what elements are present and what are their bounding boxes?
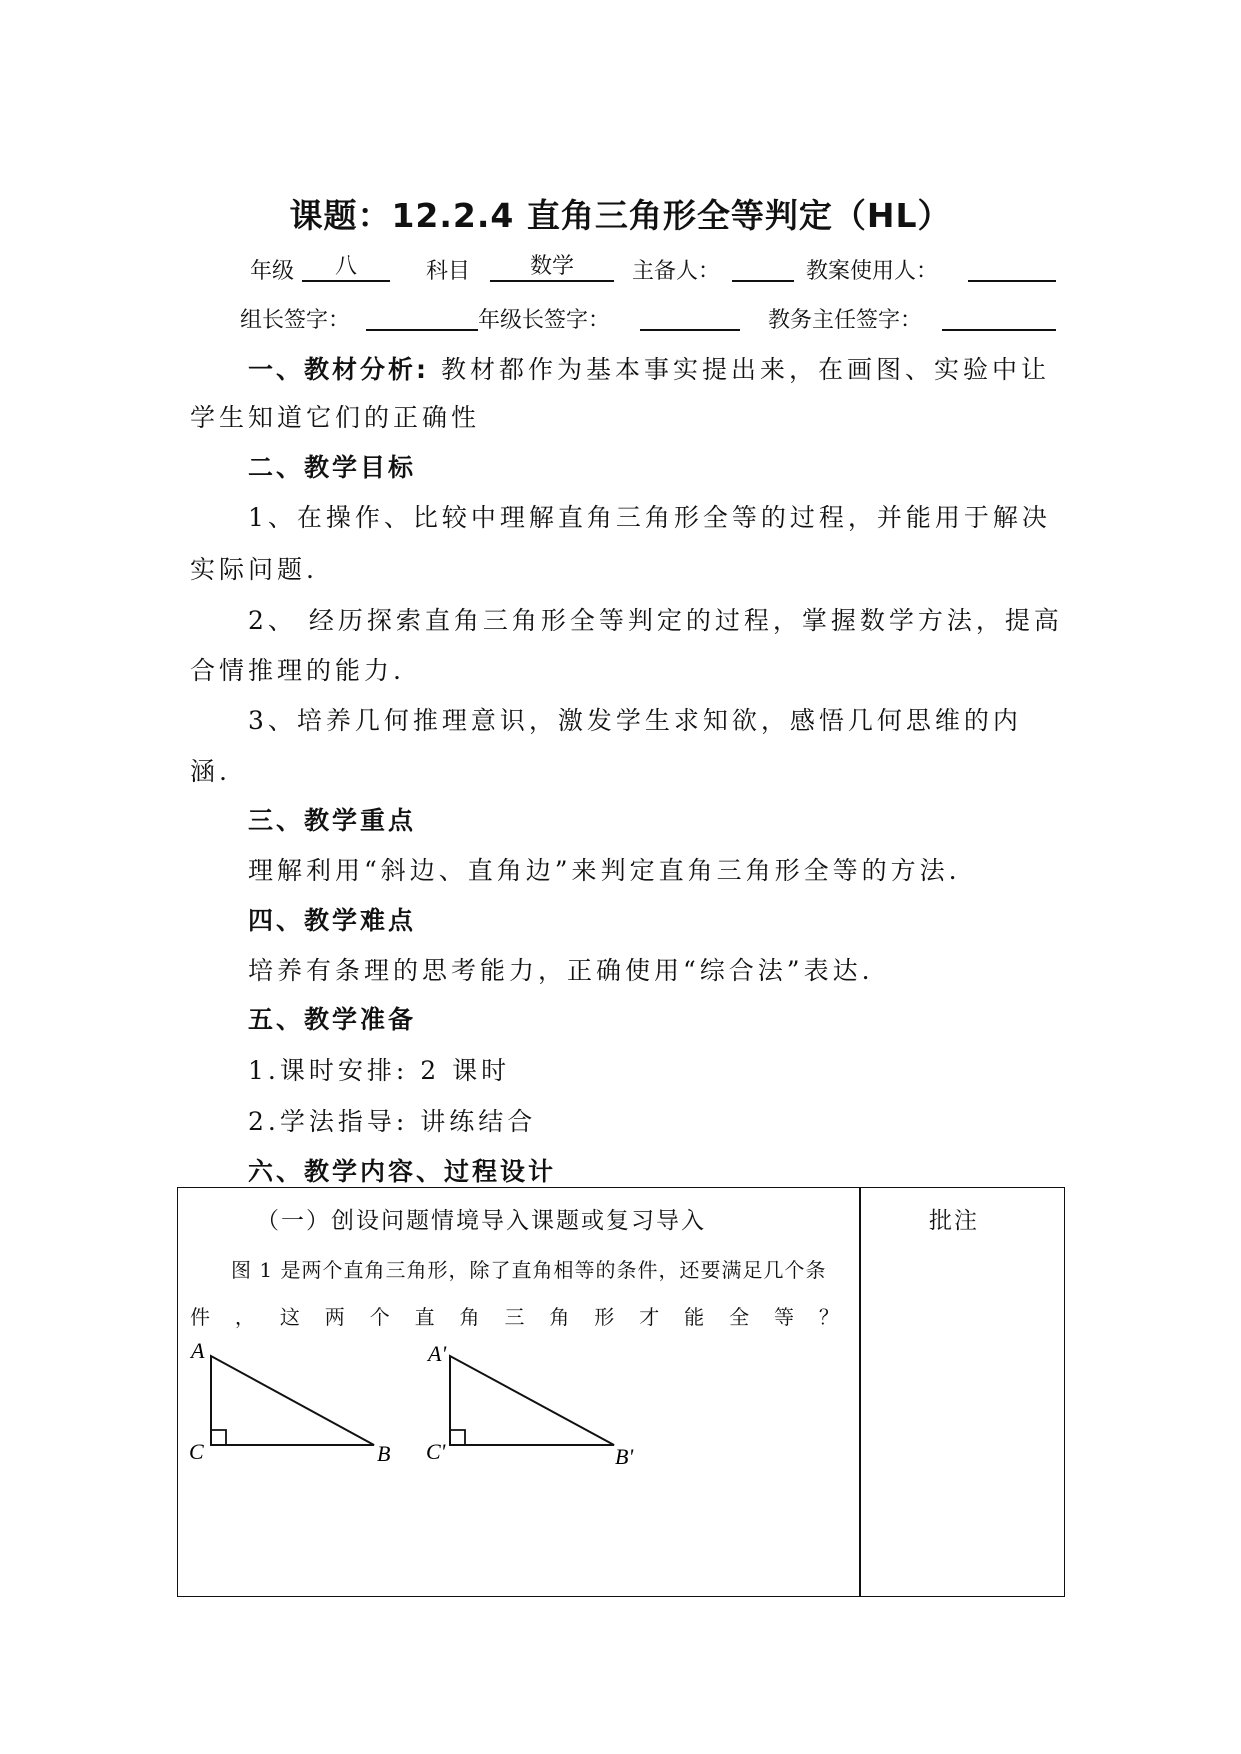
leader-sign-blank xyxy=(366,329,478,331)
question-line2-char: 才 xyxy=(639,1305,661,1329)
question-line2-char: 三 xyxy=(504,1305,526,1329)
right-angle-mark-c-prime xyxy=(450,1430,465,1445)
question-line2-char: 能 xyxy=(684,1305,706,1329)
section-4-heading: 四、教学难点 xyxy=(248,906,417,935)
question-line2-char: 两 xyxy=(324,1305,346,1329)
label-c: C xyxy=(189,1439,204,1464)
objective-2-line2: 合情推理的能力. xyxy=(190,656,405,685)
question-line1: 图 1 是两个直角三角形，除了直角相等的条件，还要满足几个条 xyxy=(231,1258,827,1282)
section-1-text-line2: 学生知道它们的正确性 xyxy=(190,403,481,432)
prep-item-1: 1.课时安排: 2 课时 xyxy=(248,1056,511,1085)
user-label: 教案使用人： xyxy=(806,259,939,284)
section-1 xyxy=(248,350,1050,386)
objective-1-line1: 1、在操作、比较中理解直角三角形全等的过程，并能用于解决 xyxy=(248,503,1051,532)
table-column-divider xyxy=(859,1188,861,1596)
question-line2-char: 角 xyxy=(549,1305,571,1329)
process-table xyxy=(177,1187,1065,1597)
director-sign-blank xyxy=(942,329,1056,331)
preparer-label: 主备人： xyxy=(632,259,721,284)
grade-label: 年级 xyxy=(250,259,295,284)
figure-1 xyxy=(178,1328,638,1478)
question-line2-char: 全 xyxy=(729,1305,751,1329)
section-4-text: 培养有条理的思考能力，正确使用“综合法”表达. xyxy=(248,956,874,985)
question-line2-char: 这 xyxy=(279,1305,301,1329)
question-line2-char: 直 xyxy=(414,1305,436,1329)
question-line2 xyxy=(190,1301,840,1330)
triangle-abc-prime-shape xyxy=(450,1356,614,1445)
question-line2-char: 件 xyxy=(190,1305,211,1329)
user-blank xyxy=(968,280,1056,282)
label-a-prime: A' xyxy=(428,1341,447,1366)
triangle-abc xyxy=(189,1338,390,1466)
notes-label: 批注 xyxy=(929,1208,979,1234)
director-sign-label: 教务主任签字： xyxy=(768,308,923,333)
preparer-blank xyxy=(732,280,794,282)
prep-item-2: 2.学法指导: 讲练结合 xyxy=(248,1107,537,1136)
objective-2-line1: 2、 经历探索直角三角形全等判定的过程，掌握数学方法，提高 xyxy=(248,606,1063,635)
subject-label: 科目 xyxy=(426,259,471,284)
page-title: 课题：12.2.4 直角三角形全等判定（HL） xyxy=(289,196,952,235)
question-line2-char: 等 xyxy=(773,1305,795,1329)
question-line2-char: 角 xyxy=(459,1305,481,1329)
grade-value: 八 xyxy=(302,254,390,282)
question-line2-char: ？ xyxy=(818,1305,840,1329)
objective-1-line2: 实际问题. xyxy=(190,555,318,584)
table-subheading: （一）创设问题情境导入课题或复习导入 xyxy=(256,1208,706,1234)
section-6-heading: 六、教学内容、过程设计 xyxy=(248,1157,557,1186)
grade-field xyxy=(302,254,390,282)
section-3-heading: 三、教学重点 xyxy=(248,806,417,835)
section-2-heading: 二、教学目标 xyxy=(248,453,417,482)
question-line2-char: 形 xyxy=(594,1305,616,1329)
leader-sign-label: 组长签字： xyxy=(240,308,351,333)
label-b: B xyxy=(377,1441,391,1466)
section-3-text: 理解利用“斜边、直角边”来判定直角三角形全等的方法. xyxy=(248,856,961,885)
grade-leader-sign-label: 年级长签字： xyxy=(478,308,611,333)
question-line2-char: ， xyxy=(234,1305,256,1329)
grade-leader-sign-blank xyxy=(640,329,740,331)
label-c-prime: C' xyxy=(426,1439,446,1464)
question-line2-char: 个 xyxy=(369,1305,391,1329)
right-angle-mark-c xyxy=(211,1430,226,1445)
section-1-text-line1: 教材都作为基本事实提出来，在画图、实验中让 xyxy=(429,355,1050,384)
label-b-prime: B' xyxy=(615,1444,634,1469)
subject-value: 数学 xyxy=(490,254,614,282)
section-1-heading: 一、教材分析: xyxy=(248,355,429,384)
subject-field xyxy=(490,254,614,282)
label-a: A xyxy=(191,1338,205,1363)
triangle-abc-shape xyxy=(211,1356,374,1445)
objective-3-line1: 3、培养几何推理意识，激发学生求知欲，感悟几何思维的内 xyxy=(248,706,1022,735)
triangle-abc-prime xyxy=(426,1341,633,1469)
objective-3-line2: 涵. xyxy=(190,757,231,786)
section-5-heading: 五、教学准备 xyxy=(248,1005,417,1034)
